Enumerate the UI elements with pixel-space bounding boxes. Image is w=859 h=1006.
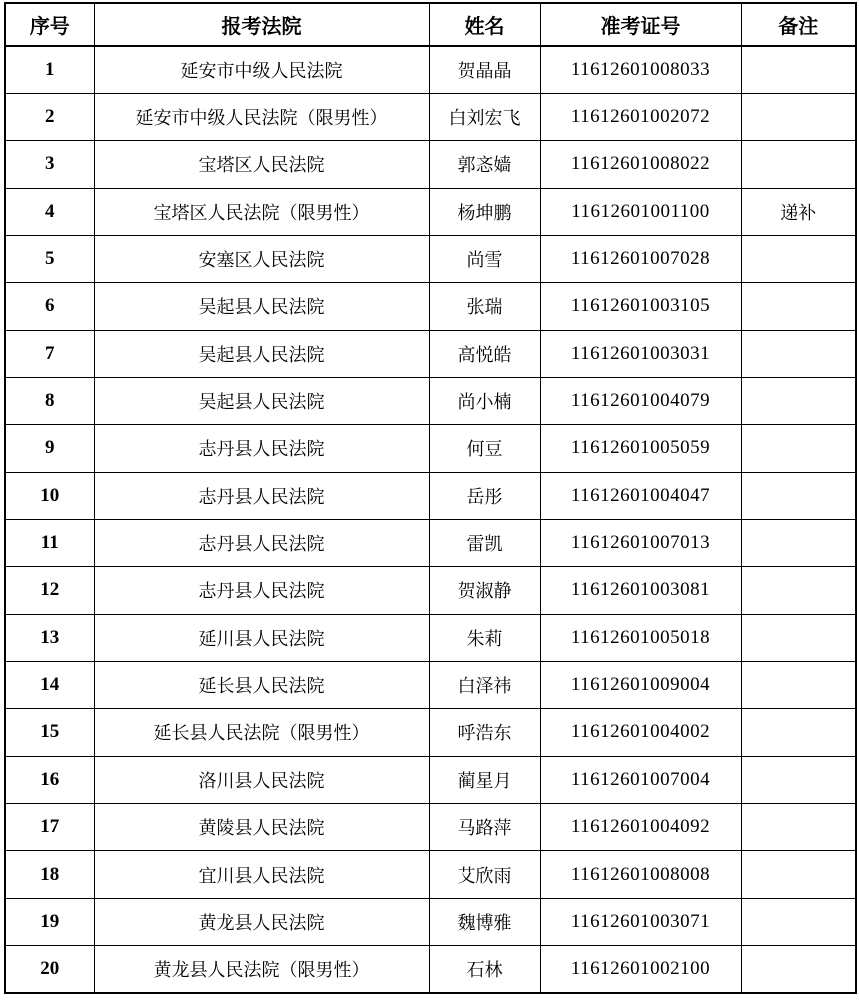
cell-court: 志丹县人民法院 <box>94 519 429 566</box>
cell-court: 志丹县人民法院 <box>94 425 429 472</box>
cell-name: 雷凯 <box>429 519 540 566</box>
cell-ticket: 11612601004092 <box>540 804 741 851</box>
cell-seq: 10 <box>5 472 94 519</box>
cell-ticket: 11612601008033 <box>540 46 741 93</box>
cell-seq: 2 <box>5 93 94 140</box>
cell-seq: 4 <box>5 188 94 235</box>
table-row <box>5 425 856 472</box>
table-row <box>5 330 856 377</box>
cell-seq: 3 <box>5 141 94 188</box>
table-row <box>5 709 856 756</box>
cell-ticket: 11612601005018 <box>540 614 741 661</box>
cell-remark <box>741 614 856 661</box>
cell-seq: 12 <box>5 567 94 614</box>
table-row <box>5 472 856 519</box>
cell-remark <box>741 235 856 282</box>
table-row <box>5 946 856 993</box>
cell-name: 魏博雅 <box>429 898 540 945</box>
cell-remark <box>741 93 856 140</box>
cell-name: 杨坤鹏 <box>429 188 540 235</box>
table-row <box>5 661 856 708</box>
cell-remark <box>741 283 856 330</box>
header-row <box>5 3 856 46</box>
cell-ticket: 11612601003031 <box>540 330 741 377</box>
header-cell-court: 报考法院 <box>94 3 429 46</box>
cell-court: 宝塔区人民法院 <box>94 141 429 188</box>
cell-seq: 15 <box>5 709 94 756</box>
cell-ticket: 11612601008022 <box>540 141 741 188</box>
cell-seq: 9 <box>5 425 94 472</box>
cell-ticket: 11612601002100 <box>540 946 741 993</box>
cell-name: 贺晶晶 <box>429 46 540 93</box>
cell-remark <box>741 756 856 803</box>
cell-name: 高悦皓 <box>429 330 540 377</box>
cell-name: 蔺星月 <box>429 756 540 803</box>
cell-name: 尚小楠 <box>429 377 540 424</box>
table-row <box>5 93 856 140</box>
cell-court: 宜川县人民法院 <box>94 851 429 898</box>
cell-court: 延川县人民法院 <box>94 614 429 661</box>
cell-court: 洛川县人民法院 <box>94 756 429 803</box>
cell-ticket: 11612601001100 <box>540 188 741 235</box>
table-row <box>5 756 856 803</box>
cell-ticket: 11612601007028 <box>540 235 741 282</box>
cell-name: 郭忞嫱 <box>429 141 540 188</box>
cell-ticket: 11612601008008 <box>540 851 741 898</box>
cell-name: 朱莉 <box>429 614 540 661</box>
cell-remark <box>741 851 856 898</box>
header-cell-name: 姓名 <box>429 3 540 46</box>
cell-name: 艾欣雨 <box>429 851 540 898</box>
cell-name: 白刘宏飞 <box>429 93 540 140</box>
cell-court: 吴起县人民法院 <box>94 330 429 377</box>
cell-name: 贺淑静 <box>429 567 540 614</box>
cell-seq: 5 <box>5 235 94 282</box>
cell-ticket: 11612601005059 <box>540 425 741 472</box>
cell-remark <box>741 377 856 424</box>
cell-remark <box>741 46 856 93</box>
cell-court: 黄龙县人民法院 <box>94 898 429 945</box>
cell-remark <box>741 472 856 519</box>
candidate-roster-table <box>4 2 857 994</box>
cell-ticket: 11612601004079 <box>540 377 741 424</box>
cell-seq: 6 <box>5 283 94 330</box>
table-row <box>5 377 856 424</box>
cell-seq: 11 <box>5 519 94 566</box>
table-row <box>5 567 856 614</box>
cell-ticket: 11612601003105 <box>540 283 741 330</box>
table-row <box>5 804 856 851</box>
cell-seq: 20 <box>5 946 94 993</box>
cell-court: 吴起县人民法院 <box>94 377 429 424</box>
cell-remark <box>741 141 856 188</box>
table-row <box>5 898 856 945</box>
cell-seq: 13 <box>5 614 94 661</box>
cell-ticket: 11612601009004 <box>540 661 741 708</box>
cell-ticket: 11612601003071 <box>540 898 741 945</box>
cell-ticket: 11612601004002 <box>540 709 741 756</box>
cell-name: 岳彤 <box>429 472 540 519</box>
cell-ticket: 11612601007013 <box>540 519 741 566</box>
cell-remark <box>741 519 856 566</box>
table-row <box>5 519 856 566</box>
cell-seq: 14 <box>5 661 94 708</box>
table-row <box>5 283 856 330</box>
header-cell-seq: 序号 <box>5 3 94 46</box>
cell-remark <box>741 330 856 377</box>
cell-seq: 7 <box>5 330 94 377</box>
header-cell-remark: 备注 <box>741 3 856 46</box>
table-row <box>5 46 856 93</box>
table-header <box>5 3 856 46</box>
table-body <box>5 46 856 993</box>
header-cell-ticket: 准考证号 <box>540 3 741 46</box>
cell-court: 延安市中级人民法院 <box>94 46 429 93</box>
cell-court: 志丹县人民法院 <box>94 472 429 519</box>
cell-court: 延安市中级人民法院（限男性） <box>94 93 429 140</box>
cell-court: 黄龙县人民法院（限男性） <box>94 946 429 993</box>
cell-name: 呼浩东 <box>429 709 540 756</box>
cell-court: 延长县人民法院 <box>94 661 429 708</box>
cell-name: 何豆 <box>429 425 540 472</box>
cell-seq: 18 <box>5 851 94 898</box>
table-row <box>5 614 856 661</box>
table-row <box>5 851 856 898</box>
cell-name: 张瑞 <box>429 283 540 330</box>
cell-seq: 1 <box>5 46 94 93</box>
cell-seq: 8 <box>5 377 94 424</box>
cell-seq: 19 <box>5 898 94 945</box>
cell-remark <box>741 898 856 945</box>
cell-remark <box>741 425 856 472</box>
cell-seq: 17 <box>5 804 94 851</box>
cell-seq: 16 <box>5 756 94 803</box>
cell-ticket: 11612601002072 <box>540 93 741 140</box>
cell-remark <box>741 946 856 993</box>
table-row <box>5 188 856 235</box>
table-row <box>5 235 856 282</box>
cell-name: 白泽祎 <box>429 661 540 708</box>
cell-name: 马路萍 <box>429 804 540 851</box>
cell-remark <box>741 567 856 614</box>
cell-ticket: 11612601003081 <box>540 567 741 614</box>
cell-name: 尚雪 <box>429 235 540 282</box>
cell-remark <box>741 661 856 708</box>
cell-court: 黄陵县人民法院 <box>94 804 429 851</box>
cell-court: 安塞区人民法院 <box>94 235 429 282</box>
cell-court: 志丹县人民法院 <box>94 567 429 614</box>
cell-remark <box>741 709 856 756</box>
cell-ticket: 11612601007004 <box>540 756 741 803</box>
table-row <box>5 141 856 188</box>
cell-name: 石林 <box>429 946 540 993</box>
cell-ticket: 11612601004047 <box>540 472 741 519</box>
cell-remark: 递补 <box>741 188 856 235</box>
cell-court: 宝塔区人民法院（限男性） <box>94 188 429 235</box>
cell-court: 延长县人民法院（限男性） <box>94 709 429 756</box>
cell-court: 吴起县人民法院 <box>94 283 429 330</box>
cell-remark <box>741 804 856 851</box>
